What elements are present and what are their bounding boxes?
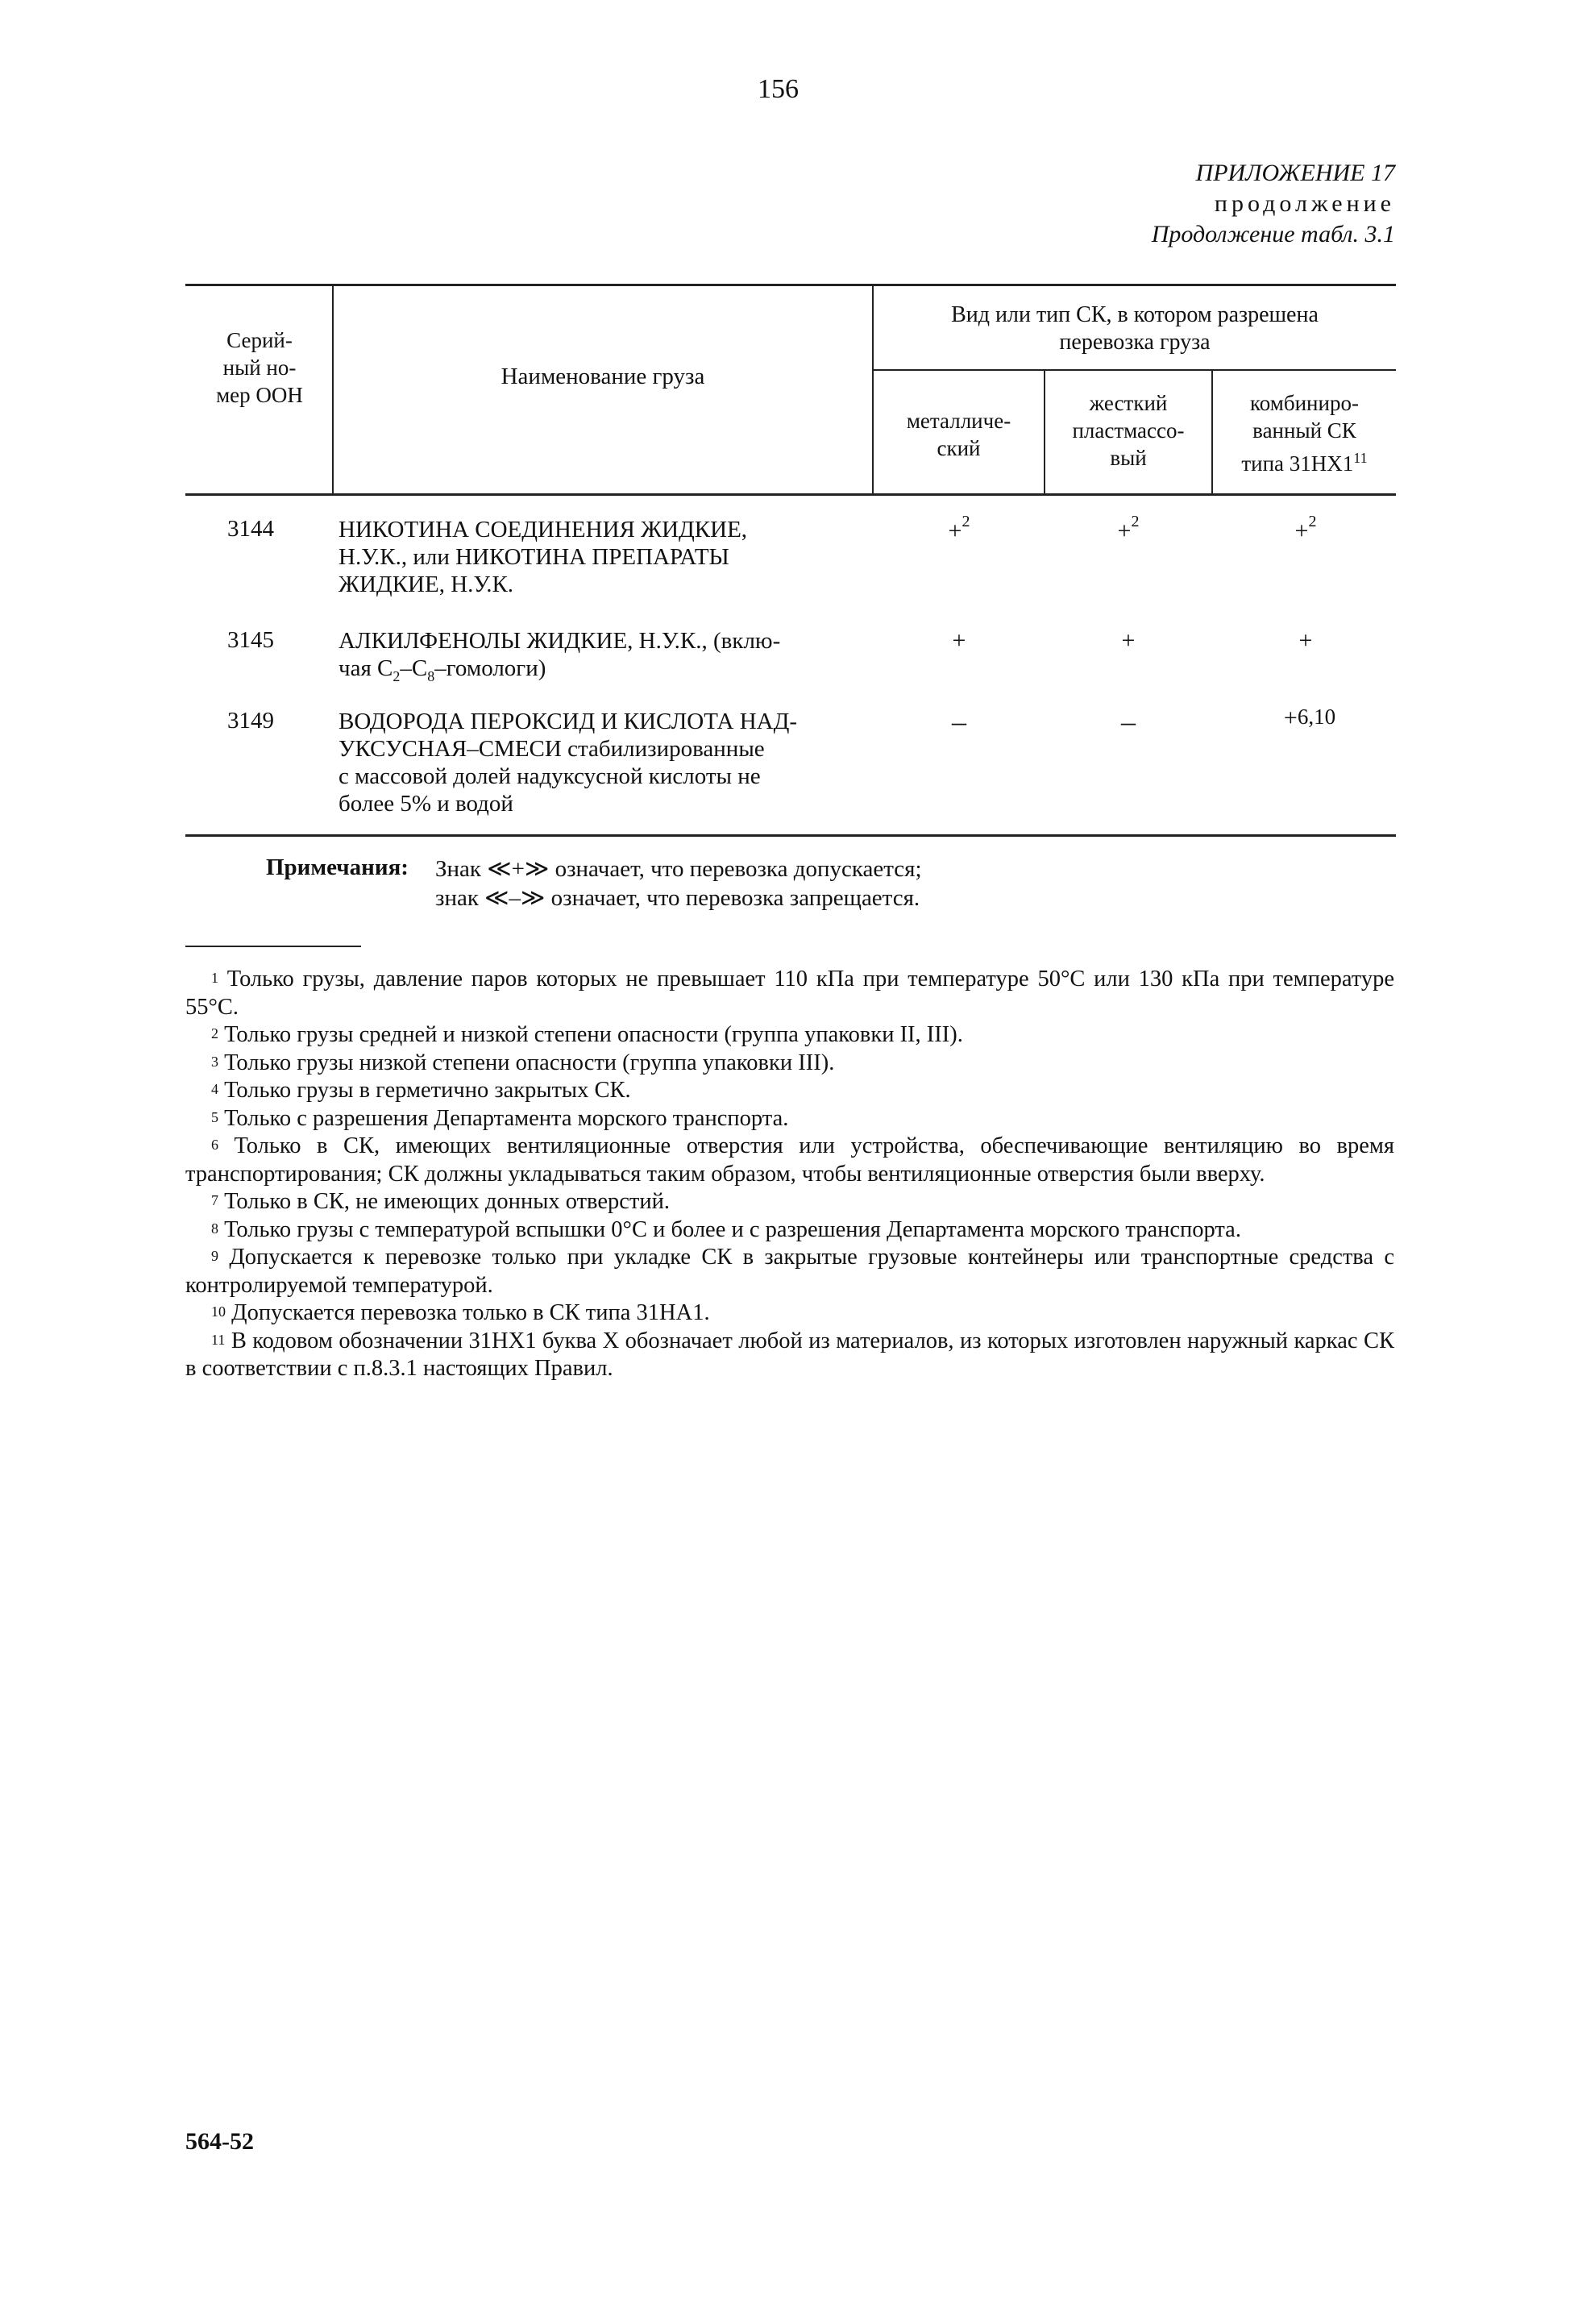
plastic-mark (1088, 513, 1169, 545)
cargo-name-line (339, 655, 780, 690)
cargo-name-line: ЖИДКИЕ, Н.У.К. (339, 572, 514, 597)
footnote-text: Только с разрешения Департамента морского транспорта. (224, 1105, 789, 1131)
page-number: 156 (758, 74, 799, 104)
footnote-text: Только грузы, давление паров которых не превышает 110 кПа при температуре 50°С или 130 кПа при температуре 55°С. (185, 967, 1395, 1020)
header-metal-line: металличе- (906, 409, 1011, 433)
footnote (185, 1216, 1394, 1245)
footnote-text: Только грузы низкой степени опасности (группа упаковки III). (224, 1050, 835, 1075)
footnote-text: Допускается перевозка только в СК типа 31НА1. (231, 1300, 710, 1325)
footnote-number: 8 (211, 1220, 218, 1237)
header-metal (874, 407, 1044, 462)
footnote-ref: 6,10 (1297, 705, 1336, 729)
header-plastic-line: жесткий (1089, 391, 1168, 415)
footnote-ref: 2 (962, 513, 970, 530)
plastic-mark: – (1121, 705, 1136, 738)
footnote (185, 1021, 1394, 1050)
note-line: знак ≪–≫ означает, что перевозка запрещается. (435, 885, 920, 911)
footnote (185, 1105, 1394, 1133)
plastic-mark: + (1121, 627, 1136, 654)
notes-label: Примечания: (266, 854, 409, 880)
cargo-name (339, 708, 797, 817)
cargo-name-line: АЛКИЛФЕНОЛЫ ЖИДКИЕ, Н.У.К., (вклю- (339, 628, 781, 654)
cargo-name-line: более 5% и водой (339, 791, 513, 817)
header-metal-line: ский (937, 436, 981, 460)
header-serial-line: ный но- (222, 355, 297, 380)
carbon-subscript: 2 (392, 667, 401, 684)
footnote-text: Допускается к перевозке только при укладке СК в закрытые грузовые контейнеры или транспортные средства с контролируемой температурой. (185, 1245, 1395, 1298)
metal-mark: – (952, 705, 966, 738)
cargo-name-text: –гомологи) (434, 655, 546, 681)
table-continuation-label: Продолжение табл. 3.1 (1151, 221, 1395, 247)
footnote-number: 10 (211, 1303, 226, 1320)
footnote-text: Только в СК, не имеющих донных отверстий. (224, 1189, 670, 1214)
mark-sign: + (1117, 518, 1132, 544)
footnote (185, 1050, 1394, 1078)
footnote-number: 1 (211, 970, 218, 986)
cargo-name-text: –С (400, 655, 428, 681)
header-serial-line: Серий- (226, 328, 293, 352)
footnote-number: 6 (211, 1137, 218, 1153)
header-serial-line: мер ООН (216, 383, 303, 407)
cargo-name-line: УКСУСНАЯ–СМЕСИ стабилизированные (339, 736, 765, 762)
header-group-line: перевозка груза (1059, 330, 1211, 355)
footnote-number: 7 (211, 1192, 218, 1208)
cargo-name-line: ВОДОРОДА ПЕРОКСИД И КИСЛОТА НАД- (339, 709, 798, 734)
footnote-text: Только грузы средней и низкой степени опасности (группа упаковки II, III). (224, 1022, 963, 1047)
footnote (185, 1244, 1394, 1299)
composite-mark: + (1298, 627, 1313, 654)
footnote-text: Только грузы в герметично закрытых СК. (224, 1078, 631, 1103)
header-composite-line: комбиниро- (1250, 391, 1359, 415)
note-line: Знак ≪+≫ означает, что перевозка допускается; (435, 856, 922, 882)
footnote-ref: 11 (1353, 450, 1368, 466)
footnote (185, 1133, 1394, 1188)
footnote-number: 11 (211, 1331, 226, 1348)
header-bottom-rule (185, 493, 1396, 496)
header-composite-line: ванный СК (1252, 418, 1356, 443)
metal-mark: + (952, 627, 966, 654)
footnote-number: 3 (211, 1053, 218, 1070)
header-rigid-plastic (1045, 389, 1211, 472)
footnote-text: Только в СК, имеющих вентиляционные отверстия или устройства, обеспечивающие вентиляцию во время транспортирования; СК должны укладываться таким образом, чтобы вентиляционные отверстия были вверху. (185, 1133, 1395, 1187)
document-code: 564-52 (185, 2128, 254, 2155)
un-number: 3144 (227, 516, 274, 542)
footnote-number: 9 (211, 1248, 218, 1264)
footnote-text: В кодовом обозначении 31НХ1 буква X обозначает любой из материалов, из которых изготовлен наружный каркас СК в соответствии с п.8.3.1 настоящих Правил. (185, 1328, 1395, 1381)
cargo-name-line: НИКОТИНА СОЕДИНЕНИЯ ЖИДКИЕ, (339, 517, 748, 543)
footnote (185, 1299, 1394, 1328)
table-bottom-rule (185, 834, 1396, 837)
header-composite-type: типа 31НХ1 (1241, 451, 1354, 476)
cargo-name (339, 627, 780, 690)
cargo-name-line: с массовой долей надуксусной кислоты не (339, 763, 761, 789)
footnote (185, 966, 1394, 1021)
footnote (185, 1328, 1394, 1383)
cargo-name-text: чая С (339, 655, 393, 681)
footnote-number: 2 (211, 1025, 218, 1041)
header-plastic-line: вый (1110, 446, 1147, 470)
header-group-line: Вид или тип СК, в котором разрешена (951, 302, 1319, 327)
header-plastic-line: пластмассо- (1072, 418, 1185, 443)
header-cargo-name: Наименование груза (500, 364, 705, 389)
group-header-rule (872, 369, 1396, 371)
composite-mark (1261, 705, 1358, 732)
header-container-type-group (874, 301, 1396, 356)
un-number: 3149 (227, 708, 274, 734)
footnote (185, 1077, 1394, 1105)
cargo-name (339, 516, 747, 598)
footnote-number: 5 (211, 1108, 218, 1125)
metal-mark (919, 513, 999, 545)
header-serial (187, 326, 332, 409)
un-number: 3145 (227, 627, 274, 653)
mark-sign: + (1283, 705, 1298, 731)
table-top-rule (185, 284, 1396, 286)
header-composite (1213, 389, 1396, 477)
composite-mark (1265, 513, 1346, 545)
footnote-ref: 2 (1308, 513, 1317, 530)
appendix-title: ПРИЛОЖЕНИЕ 17 (1195, 160, 1395, 186)
footnote-separator (185, 946, 361, 947)
footnotes (185, 966, 1394, 1383)
footnote (185, 1188, 1394, 1216)
header-composite-line (1213, 444, 1396, 477)
cargo-name-line: Н.У.К., или НИКОТИНА ПРЕПАРАТЫ (339, 544, 729, 570)
continuation-label: продолжение (1214, 190, 1395, 217)
footnote-ref: 2 (1131, 513, 1140, 530)
footnote-number: 4 (211, 1081, 218, 1097)
footnote-text: Только грузы с температурой вспышки 0°С и более и с разрешения Департамента морского транспорта. (224, 1216, 1241, 1242)
mark-sign: + (1294, 518, 1309, 544)
mark-sign: + (948, 518, 962, 544)
carbon-subscript: 8 (427, 667, 435, 684)
